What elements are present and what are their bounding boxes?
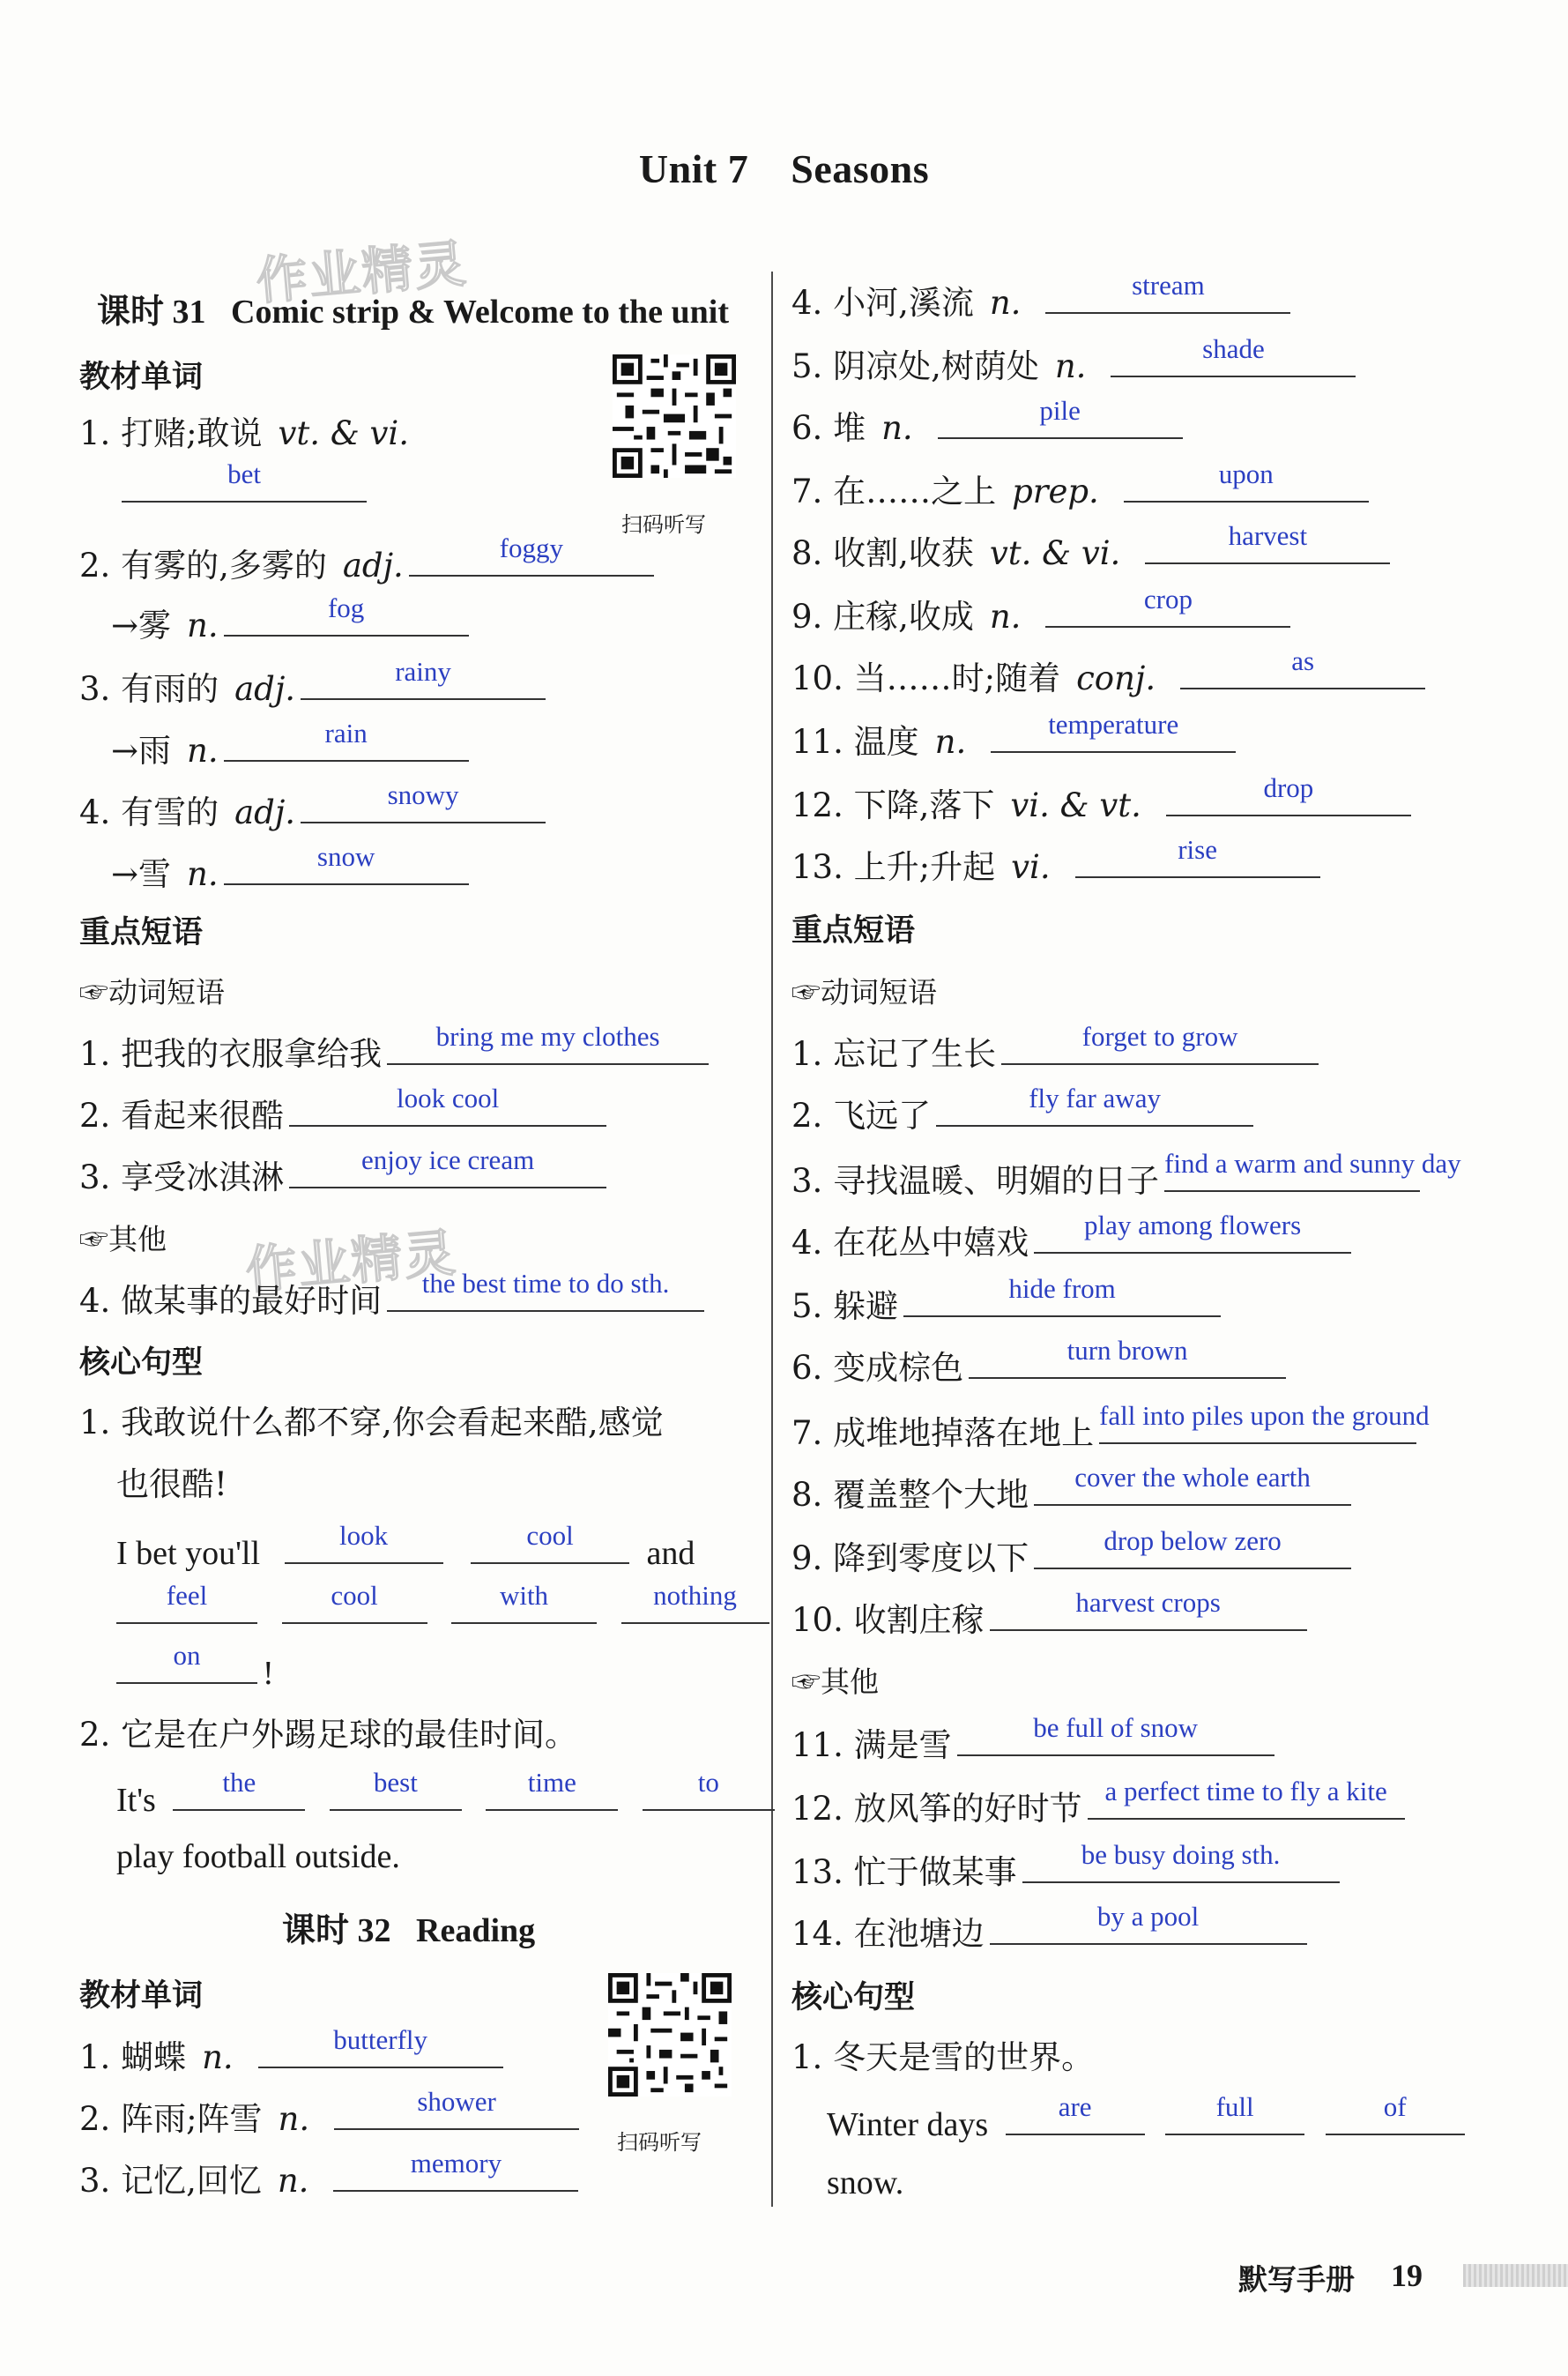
answer-text: upon [1218,458,1274,489]
word-pos: n. [278,2100,310,2138]
answer-text: snow [316,841,375,872]
answer-blank[interactable] [1124,458,1369,503]
section-heading-words: 教材单词 [79,1978,204,2014]
answer-blank[interactable] [1006,2091,1145,2135]
word-pos: n. [1054,347,1087,385]
word-pos: n. [187,607,219,644]
phrase-row [79,1021,709,1076]
word-cn: 13. 上升;升起 [791,848,996,886]
word-cn: 4. 小河,溪流 [791,284,974,322]
verb-phrases-label: ☞动词短语 [79,975,225,1009]
word-row [79,2086,579,2141]
word-row [791,395,1183,450]
phrase-row [79,1268,704,1322]
answer-text: cool [331,1580,378,1611]
answer-text: fog [327,592,365,623]
page-number: 19 [1391,2258,1423,2293]
word-row [791,834,1320,889]
phrase-cn: 1. 把我的衣服拿给我 [79,1035,383,1073]
answer-text: cover the whole earth [1074,1462,1311,1493]
word-row [79,533,654,587]
answer-blank[interactable] [936,1083,1253,1127]
phrase-row [791,1776,1405,1830]
answer-text: forget to grow [1081,1021,1238,1052]
word-pos: n. [277,2162,309,2200]
word-row [791,270,1290,324]
answer-text: feel [166,1580,208,1611]
answer-blank[interactable] [1164,1148,1461,1192]
answer-blank[interactable] [334,2086,579,2130]
sentence-cn: 也很酷! [116,1465,227,1503]
sentence-en-line: play football outside. [116,1838,400,1875]
word-cn: 3. 记忆,回忆 [79,2162,262,2200]
sentence-cn: 2. 它是在户外踢足球的最佳时间。 [79,1716,578,1754]
word-row [111,718,469,772]
answer-blank[interactable] [224,841,469,885]
word-pos: vt. & vi. [278,414,410,452]
qr-label: 扫码听写 [621,512,706,537]
phrase-row [791,1083,1253,1137]
answer-text: play among flowers [1083,1210,1302,1240]
answer-blank[interactable] [224,718,469,762]
sentence-en-line [116,1520,695,1575]
answer-blank[interactable] [991,709,1236,753]
phrase-cn: 14. 在池塘边 [791,1915,985,1953]
section-heading-sentences: 核心句型 [79,1345,204,1381]
qr-code-icon[interactable] [608,1973,732,2097]
answer-blank[interactable] [471,1520,629,1564]
word-pos: vi. & vt. [1010,786,1141,824]
phrase-cn: 12. 放风筝的好时节 [791,1790,1082,1828]
verb-phrases-label: ☞动词短语 [791,975,937,1009]
word-pos: n. [934,723,967,761]
phrase-row [791,1400,1430,1455]
phrase-cn: 4. 做某事的最好时间 [79,1282,383,1320]
phrase-row [791,1712,1274,1767]
word-row [791,709,1236,763]
phrase-cn: 3. 寻找温暖、明媚的日子 [791,1162,1160,1200]
answer-text: shade [1202,333,1265,364]
answer-blank[interactable] [990,1587,1307,1631]
answer-blank[interactable] [333,2148,578,2192]
phrase-row [79,1144,606,1199]
word-pos: prep. [1012,473,1099,510]
answer-text: stream [1132,270,1205,301]
answer-blank[interactable] [1045,584,1290,628]
answer-text: fly far away [1029,1083,1161,1114]
word-pos: adj. [234,670,296,708]
word-pos: adj. [342,547,404,585]
word-cn: →雾 [111,607,172,644]
answer-blank[interactable] [116,1580,257,1624]
word-pos: vt. & vi. [989,534,1121,572]
answer-blank[interactable] [643,1767,775,1811]
sentence-text: ! [263,1655,274,1692]
phrase-row [791,1901,1307,1955]
word-row [791,520,1390,575]
lesson-32-heading [282,1903,535,1951]
answer-blank[interactable] [1326,2091,1465,2135]
section-heading-words: 教材单词 [79,360,204,395]
answer-blank[interactable] [1145,520,1390,564]
word-row [79,656,546,711]
sentence-text: Winter days [827,2106,989,2143]
answer-blank[interactable] [1099,1400,1430,1444]
word-pos: n. [881,409,913,447]
answer-blank[interactable] [990,1901,1307,1945]
page-title: Unit 7 Seasons [638,146,930,191]
phrase-row [791,1273,1221,1328]
answer-text: crop [1143,584,1193,614]
phrase-cn: 13. 忙于做某事 [791,1853,1017,1891]
word-pos: n. [187,732,219,770]
answer-blank[interactable] [289,1083,606,1127]
answer-text: as [1291,645,1315,676]
phrase-cn: 7. 成堆地掉落在地上 [791,1414,1095,1452]
footer-bar [1463,2264,1568,2287]
answer-text: butterfly [333,2024,428,2055]
column-divider [771,272,773,2207]
sentence-text: It's [116,1782,156,1819]
answer-blank[interactable] [621,1580,769,1624]
word-cn: 8. 收割,收获 [791,534,974,572]
answer-text: harvest crops [1075,1587,1221,1618]
answer-blank[interactable] [301,656,546,700]
sentence-text: and [646,1535,695,1572]
section-heading-sentences: 核心句型 [791,1980,916,2015]
section-heading-phrases: 重点短语 [791,913,916,949]
sentence-text: I bet you'll [116,1535,261,1572]
word-row [791,333,1356,388]
answer-blank[interactable] [301,779,546,823]
answer-text: time [527,1767,576,1798]
word-cn: 1. 蝴蝶 [79,2038,187,2076]
answer-blank[interactable] [387,1021,709,1065]
word-pos: vi. [1011,848,1051,886]
phrase-cn: 8. 覆盖整个大地 [791,1476,1029,1514]
answer-text: rainy [395,656,451,687]
lesson-number: 课时 32 [282,1912,391,1949]
answer-blank[interactable] [903,1273,1221,1317]
answer-blank[interactable] [957,1712,1274,1756]
lesson-title: Reading [416,1912,536,1949]
answer-text: memory [410,2148,502,2179]
answer-blank[interactable] [282,1580,427,1624]
lesson-31-heading [97,284,729,332]
word-row [79,2148,578,2202]
answer-text: turn brown [1066,1335,1188,1366]
answer-blank[interactable] [1045,270,1290,314]
lesson-title: Comic strip & Welcome to the unit [231,294,730,331]
word-row [111,592,469,647]
word-cn: 9. 庄稼,收成 [791,598,974,636]
word-cn: 5. 阴凉处,树荫处 [791,347,1039,385]
answer-text: rain [324,718,368,749]
word-row [111,841,469,896]
answer-text: enjoy ice cream [360,1144,535,1175]
answer-blank[interactable] [1165,2091,1304,2135]
answer-text: be full of snow [1033,1712,1199,1743]
phrase-row [791,1210,1351,1264]
answer-text: cool [526,1520,574,1551]
answer-text: of [1383,2091,1407,2122]
answer-blank[interactable] [1111,333,1356,377]
answer-blank[interactable] [224,592,469,637]
phrase-row [791,1462,1351,1516]
phrase-cn: 10. 收割庄稼 [791,1601,985,1639]
answer-blank[interactable] [1034,1525,1351,1569]
answer-blank[interactable] [451,1580,597,1624]
word-cn: →雪 [111,855,172,893]
answer-blank[interactable] [969,1335,1286,1379]
answer-text: look cool [396,1083,500,1114]
answer-text: best [373,1767,418,1798]
word-cn: 12. 下降,落下 [791,786,995,824]
phrase-cn: 4. 在花丛中嬉戏 [791,1224,1029,1262]
phrase-row [791,1525,1351,1580]
answer-text: pile [1039,395,1081,426]
answer-text: shower [417,2086,496,2117]
word-row [791,645,1425,700]
answer-text: temperature [1048,709,1179,740]
word-row [79,2024,503,2079]
answer-blank[interactable] [116,1640,257,1684]
phrase-cn: 3. 享受冰淇淋 [79,1158,285,1196]
answer-text: full [1215,2091,1254,2122]
answer-text: by a pool [1096,1901,1200,1932]
phrase-row [791,1839,1340,1894]
word-row [79,413,409,455]
answer-text: hide from [1008,1273,1116,1304]
sentence-cn: 1. 我敢说什么都不穿,你会看起来酷,感觉 [79,1404,664,1441]
answer-text: look [338,1520,389,1551]
answer-text: to [697,1767,719,1798]
answer-text: the best time to do sth. [421,1268,670,1299]
answer-blank[interactable] [330,1767,462,1811]
answer-text: nothing [653,1580,737,1611]
phrase-row [791,1587,1307,1642]
answer-text: a perfect time to fly a kite [1104,1776,1387,1806]
sentence-en-line [116,1767,775,1821]
sentence-en-line [827,2091,1465,2146]
word-pos: n. [989,598,1022,636]
sentence-en-line: snow. [827,2164,904,2201]
phrase-row [791,1335,1286,1389]
watermark: 作业精灵 [242,1222,459,1301]
answer-text: bet [227,458,261,489]
word-cn: 10. 当……时;随着 [791,659,1061,697]
phrase-cn: 2. 飞远了 [791,1097,932,1135]
word-cn: 1. 打赌;敢说 [79,414,263,452]
word-cn: 2. 有雾的,多雾的 [79,547,327,585]
answer-text: drop [1263,772,1314,803]
answer-text: rise [1178,834,1217,865]
word-cn: 11. 温度 [791,723,919,761]
phrase-row [791,1021,1319,1076]
answer-blank[interactable] [285,1520,443,1564]
other-label: ☞其他 [79,1222,167,1256]
answer-text: find a warm and sunny day [1164,1148,1461,1179]
answer-text: are [1058,2091,1092,2122]
word-row [791,584,1290,638]
phrase-row [791,1148,1461,1203]
answer-blank[interactable] [1034,1210,1351,1254]
word-pos: n. [187,855,219,893]
word-cn: 7. 在……之上 [791,473,997,510]
other-label: ☞其他 [791,1665,879,1699]
phrase-cn: 11. 满是雪 [791,1726,952,1764]
answer-text: on [173,1640,201,1671]
answer-blank[interactable] [173,1767,305,1811]
word-pos: conj. [1076,659,1156,697]
answer-blank[interactable] [122,458,367,503]
answer-text: the [222,1767,256,1798]
answer-blank[interactable] [1088,1776,1405,1820]
answer-blank[interactable] [486,1767,618,1811]
book-name: 默写手册 [1238,2262,1355,2297]
answer-blank[interactable] [289,1144,606,1188]
answer-blank[interactable] [409,533,654,577]
word-row [791,458,1369,513]
phrase-cn: 5. 躲避 [791,1287,899,1325]
word-row [116,458,367,513]
sentence-en-line [116,1580,769,1635]
word-cn: 3. 有雨的 [79,670,219,708]
answer-blank[interactable] [1075,834,1320,878]
word-cn: →雨 [111,732,172,770]
answer-text: with [499,1580,549,1611]
lesson-number: 课时 31 [97,294,206,331]
word-cn: 2. 阵雨;阵雪 [79,2100,263,2138]
answer-text: be busy doing sth. [1081,1839,1281,1870]
answer-blank[interactable] [1001,1021,1319,1065]
word-row [791,772,1411,827]
word-cn: 6. 堆 [791,409,866,447]
phrase-cn: 9. 降到零度以下 [791,1539,1029,1577]
watermark: 作业精灵 [253,233,470,312]
word-pos: n. [989,284,1022,322]
answer-blank[interactable] [938,395,1183,439]
sentence-cn: 1. 冬天是雪的世界。 [791,2038,1095,2076]
answer-text: foggy [499,533,563,563]
sentence-en-line [116,1640,274,1694]
word-pos: adj. [234,793,296,831]
phrase-cn: 6. 变成棕色 [791,1349,964,1387]
answer-blank[interactable] [258,2024,503,2068]
word-row [79,779,546,834]
answer-blank[interactable] [1166,772,1411,816]
qr-label: 扫码听写 [617,2130,702,2155]
answer-blank[interactable] [1180,645,1425,689]
phrase-row [79,1083,606,1137]
answer-text: snowy [387,779,459,810]
answer-text: drop below zero [1104,1525,1282,1556]
answer-text: bring me my clothes [435,1021,660,1052]
answer-blank[interactable] [1022,1839,1340,1883]
answer-blank[interactable] [1034,1462,1351,1506]
section-heading-phrases: 重点短语 [79,915,204,950]
word-pos: n. [202,2038,234,2076]
answer-text: fall into piles upon the ground [1099,1400,1430,1431]
word-cn: 4. 有雪的 [79,793,219,831]
answer-blank[interactable] [387,1268,704,1312]
phrase-cn: 1. 忘记了生长 [791,1035,997,1073]
phrase-cn: 2. 看起来很酷 [79,1097,285,1135]
qr-code-icon[interactable] [613,354,736,478]
answer-text: harvest [1228,520,1308,551]
